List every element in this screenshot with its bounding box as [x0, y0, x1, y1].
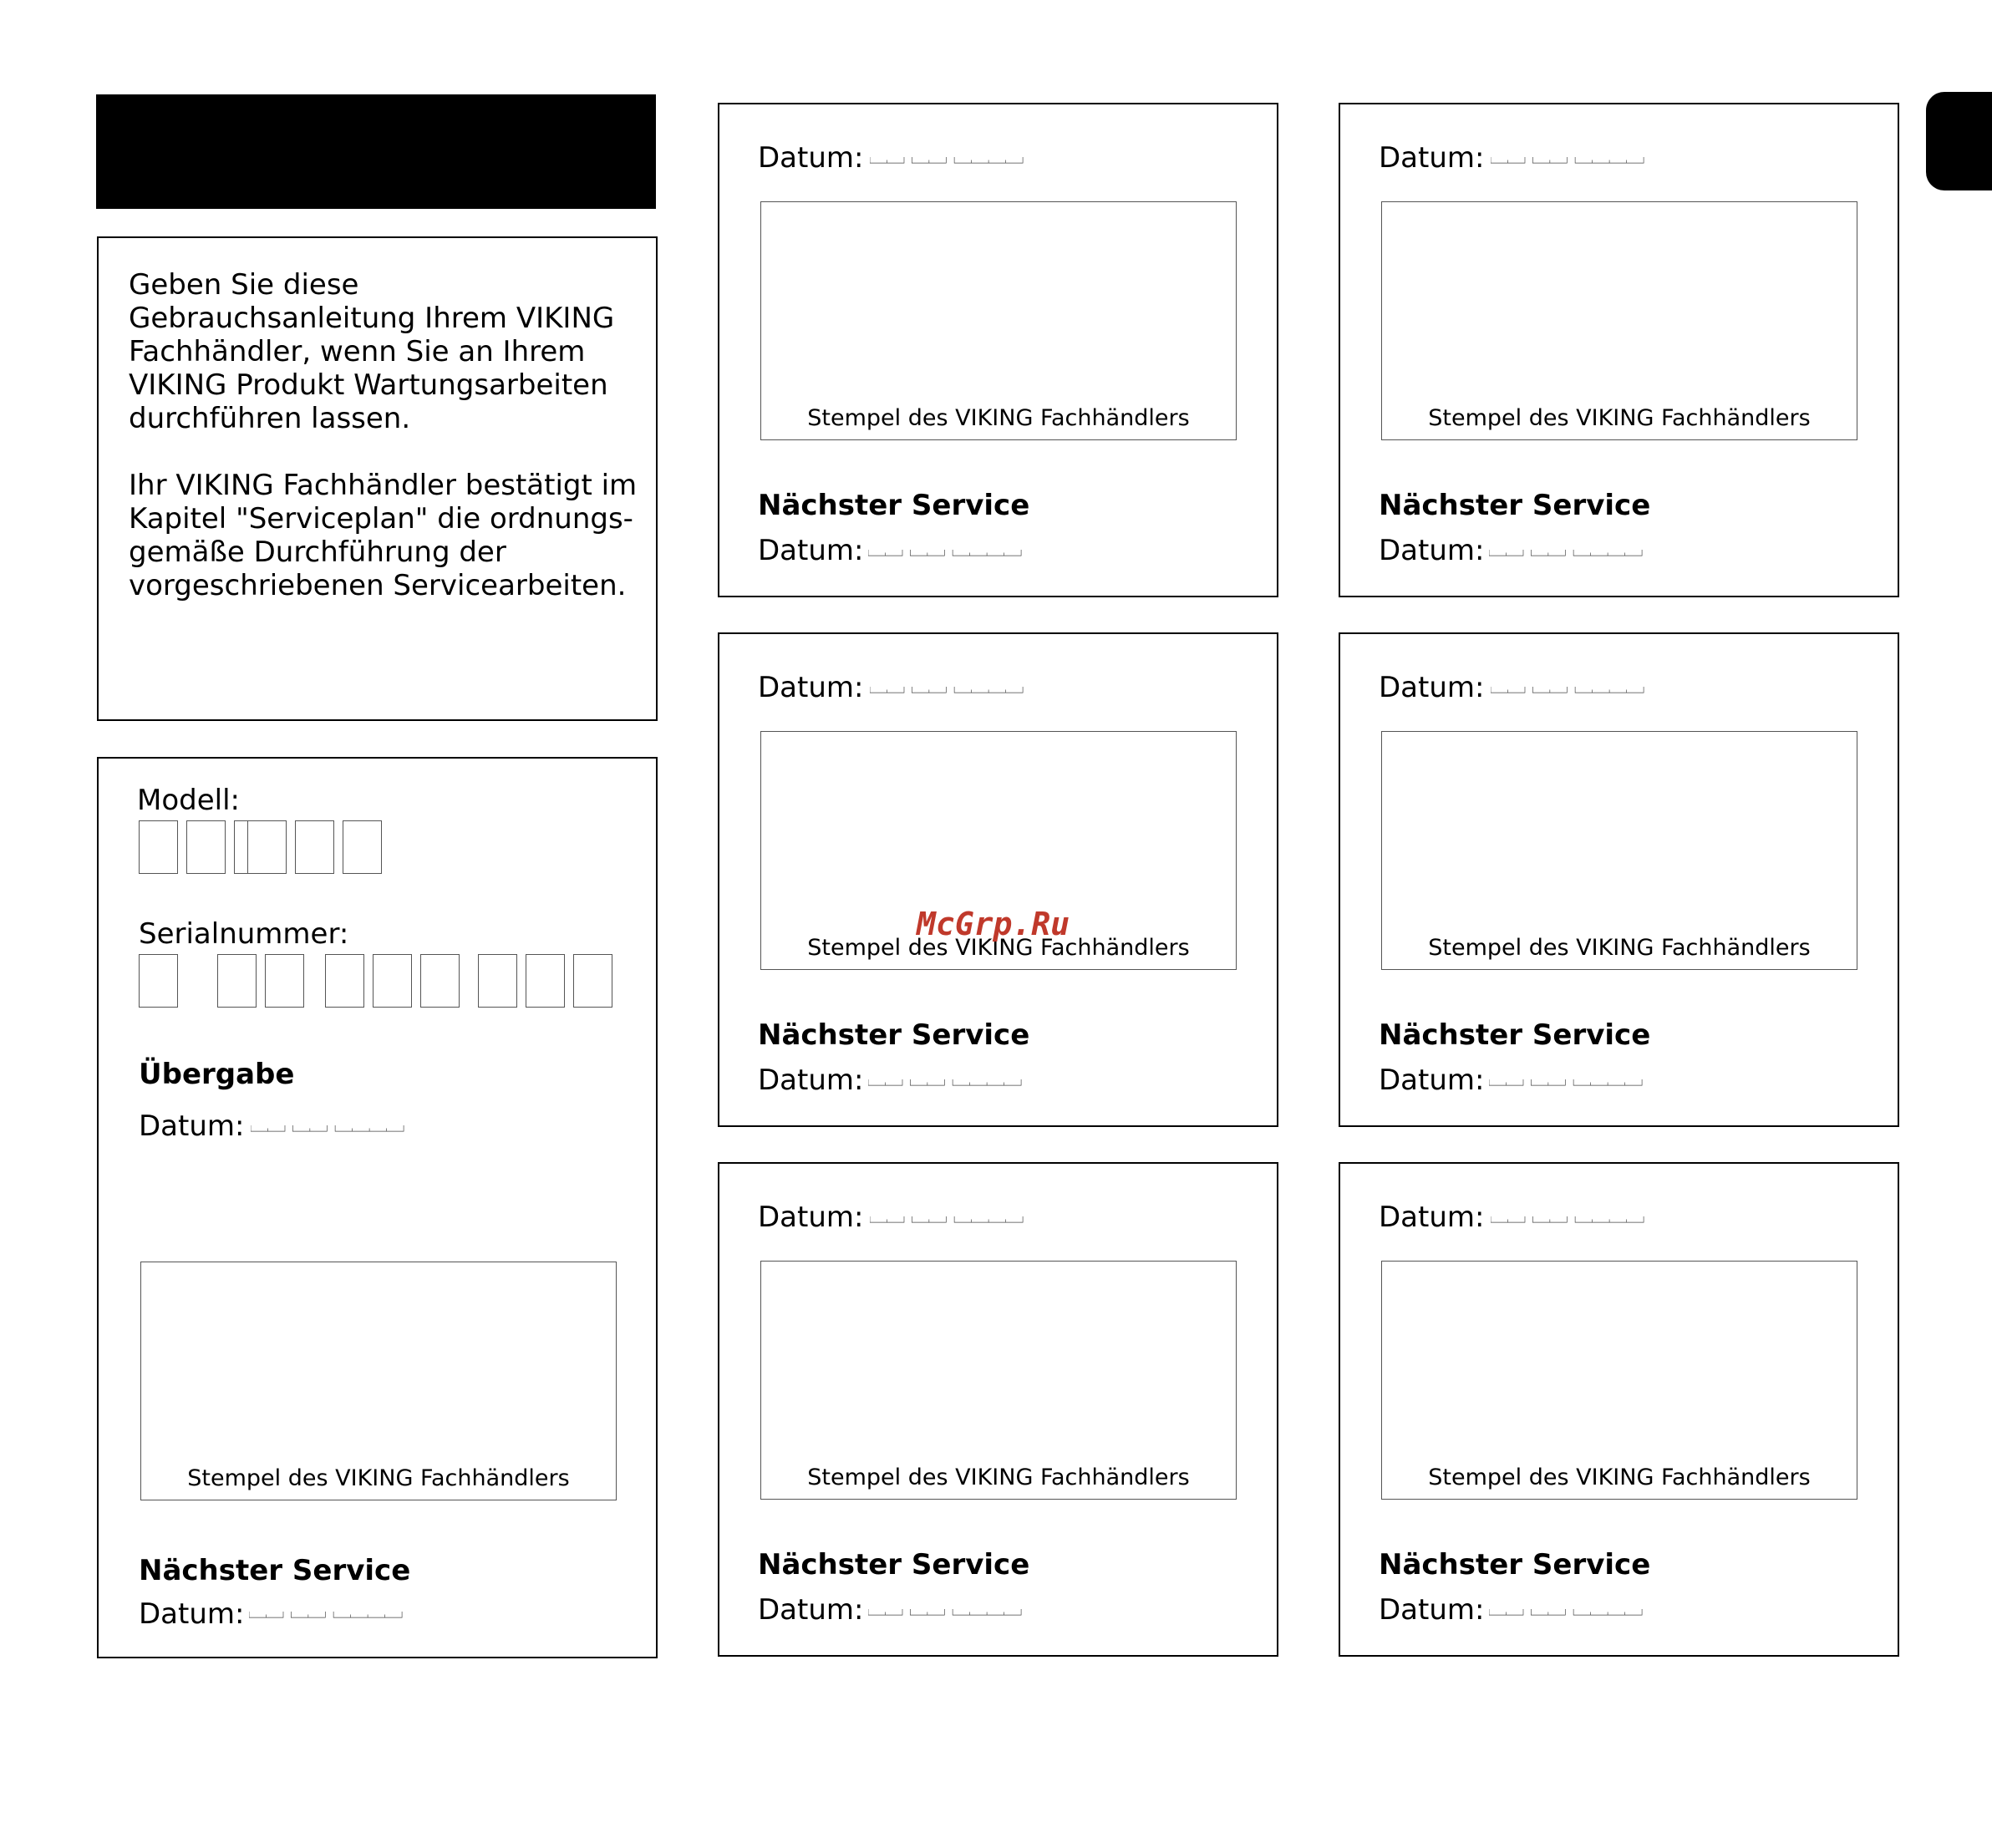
next-service-date-label: Datum:: [758, 1593, 864, 1627]
digit-box: [139, 954, 178, 1008]
serial-label: Serialnummer:: [139, 917, 349, 951]
service-date-label: Datum:: [758, 1201, 864, 1234]
next-service-date-field: [868, 1603, 1022, 1625]
service-card: [718, 103, 1278, 597]
next-service-date-field: [868, 544, 1022, 566]
date-segments: [1489, 1603, 1643, 1622]
service-date-field: [870, 681, 1024, 703]
digit-box: [247, 820, 287, 874]
service-card: [718, 1162, 1278, 1657]
next-service-title: Nächster Service: [758, 1548, 1030, 1581]
next-service-title: Nächster Service: [1379, 1548, 1651, 1581]
service-card: [718, 632, 1278, 1127]
next-service-date-field: [1489, 1603, 1643, 1625]
service-date-field: [870, 151, 1024, 173]
service-date-label: Datum:: [1379, 671, 1485, 704]
service-date-field: [1491, 151, 1644, 173]
next-service-date-field: [1489, 544, 1643, 566]
handover-title: Übergabe: [139, 1058, 295, 1091]
digit-box: [343, 820, 382, 874]
intro-box: [97, 236, 658, 721]
intro-paragraph-2: Ihr VIKING Fachhändler bestätigt im Kapitel "Serviceplan" die ordnungs-gemäße Durchführung der vorgeschriebenen Servicearbeiten.: [129, 469, 638, 602]
next-service-title: Nächster Service: [758, 489, 1030, 522]
date-segments: [1491, 1211, 1644, 1229]
digit-box: [420, 954, 460, 1008]
service-date-label: Datum:: [1379, 141, 1485, 175]
next-service-date-label: Datum:: [758, 1064, 864, 1097]
chapter-tab-marker: [1926, 92, 1992, 190]
digit-box: [573, 954, 612, 1008]
date-segments: [868, 1603, 1022, 1622]
model-label: Modell:: [137, 784, 240, 817]
digit-box: [478, 954, 517, 1008]
service-card: [1339, 632, 1899, 1127]
next-service-date-field: [1489, 1074, 1643, 1095]
handover-date-field: [251, 1119, 404, 1141]
date-segments: [868, 1074, 1022, 1092]
date-segments: [249, 1606, 403, 1624]
date-segments: [870, 1211, 1024, 1229]
intro-text: [129, 268, 647, 636]
digit-box: [217, 954, 257, 1008]
next-service-title: Nächster Service: [758, 1018, 1030, 1052]
digit-box: [139, 820, 178, 874]
date-segments: [870, 681, 1024, 699]
date-segments: [1489, 1074, 1643, 1092]
next-service-title: Nächster Service: [1379, 489, 1651, 522]
next-service-date-label: Datum:: [1379, 1064, 1485, 1097]
service-stamp-label: Stempel des VIKING Fachhändlers: [1428, 1465, 1811, 1490]
date-segments: [1491, 681, 1644, 699]
next-service-date-label: Datum:: [758, 534, 864, 567]
handover-next-date-field: [249, 1606, 403, 1627]
date-segments: [251, 1119, 404, 1138]
service-stamp-label: Stempel des VIKING Fachhändlers: [1428, 935, 1811, 961]
service-date-field: [1491, 1211, 1644, 1232]
service-stamp-label: Stempel des VIKING Fachhändlers: [807, 405, 1190, 431]
digit-box: [373, 954, 412, 1008]
service-stamp-label: Stempel des VIKING Fachhändlers: [807, 1465, 1190, 1490]
service-date-field: [1491, 681, 1644, 703]
header-black-bar: [96, 94, 656, 209]
service-card: [1339, 103, 1899, 597]
service-date-field: [870, 1211, 1024, 1232]
service-stamp-label: Stempel des VIKING Fachhändlers: [1428, 405, 1811, 431]
service-date-label: Datum:: [1379, 1201, 1485, 1234]
handover-stamp-label: Stempel des VIKING Fachhändlers: [187, 1465, 570, 1491]
date-segments: [868, 544, 1022, 562]
digit-box: [325, 954, 364, 1008]
date-segments: [870, 151, 1024, 170]
next-service-date-field: [868, 1074, 1022, 1095]
service-stamp-area: [1381, 201, 1857, 440]
service-stamp-label: Stempel des VIKING Fachhändlers: [807, 935, 1190, 961]
next-service-date-label: Datum:: [1379, 534, 1485, 567]
watermark: McGrp.Ru: [917, 906, 1070, 942]
handover-next-service-title: Nächster Service: [139, 1554, 411, 1587]
digit-box: [526, 954, 565, 1008]
date-segments: [1489, 544, 1643, 562]
service-stamp-area: [760, 1261, 1237, 1500]
service-stamp-area: [1381, 1261, 1857, 1500]
service-card: [1339, 1162, 1899, 1657]
service-stamp-area: [760, 201, 1237, 440]
next-service-date-label: Datum:: [1379, 1593, 1485, 1627]
handover-next-date-label: Datum:: [139, 1597, 245, 1631]
intro-paragraph-1: Geben Sie diese Gebrauchsanleitung Ihrem VIKING Fachhändler, wenn Sie an Ihrem VIKING Produkt Wartungsarbeiten durchführen lassen.: [129, 268, 615, 435]
digit-box: [186, 820, 226, 874]
handover-date-label: Datum:: [139, 1109, 245, 1143]
handover-stamp-area: [140, 1262, 617, 1500]
digit-box: [295, 820, 334, 874]
next-service-title: Nächster Service: [1379, 1018, 1651, 1052]
date-segments: [1491, 151, 1644, 170]
service-stamp-area: [1381, 731, 1857, 970]
handover-box: [97, 757, 658, 1658]
service-date-label: Datum:: [758, 671, 864, 704]
service-date-label: Datum:: [758, 141, 864, 175]
digit-box: [265, 954, 304, 1008]
